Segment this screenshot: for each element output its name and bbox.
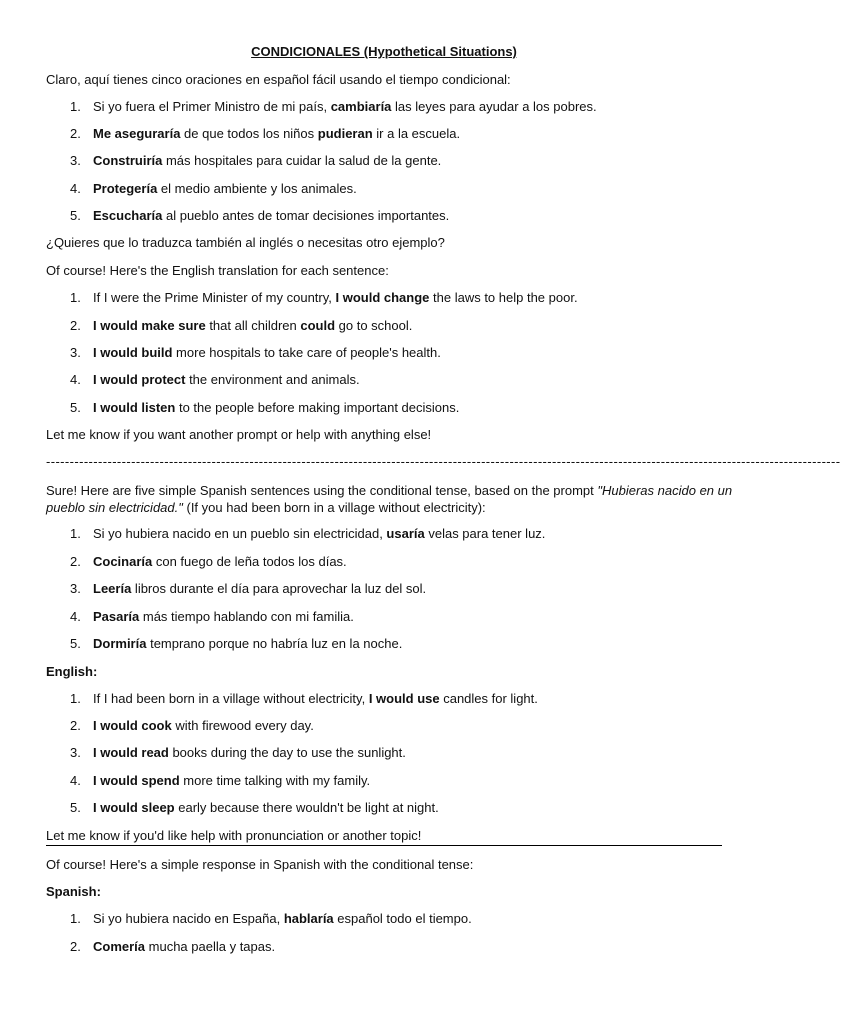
- list-item: 1. Si yo fuera el Primer Ministro de mi país, cambiaría las leyes para ayudar a los pobres.: [70, 99, 597, 114]
- section2-closing: Let me know if you'd like help with pronunciation or another topic!: [46, 828, 422, 843]
- list-item: 1. If I were the Prime Minister of my country, I would change the laws to help the poor.: [70, 290, 578, 305]
- section3-intro: Of course! Here's a simple response in Spanish with the conditional tense:: [46, 857, 474, 872]
- section1-closing: Let me know if you want another prompt or help with anything else!: [46, 427, 432, 442]
- list-item: 2. I would cook with firewood every day.: [70, 718, 314, 733]
- list-item: 2. Comería mucha paella y tapas.: [70, 939, 276, 954]
- section1-english-intro: Of course! Here's the English translation for each sentence:: [46, 263, 389, 278]
- list-item: 4. Protegería el medio ambiente y los animales.: [70, 181, 357, 196]
- list-item: 1. Si yo hubiera nacido en España, hablaría español todo el tiempo.: [70, 911, 472, 926]
- list-item: 3. I would read books during the day to use the sunlight.: [70, 745, 406, 760]
- list-item: 4. Pasaría más tiempo hablando con mi familia.: [70, 609, 354, 624]
- list-item: 5. Dormiría temprano porque no habría luz en la noche.: [70, 636, 403, 651]
- section1-intro: Claro, aquí tienes cinco oraciones en español fácil usando el tiempo condicional:: [46, 72, 511, 87]
- section1-question: ¿Quieres que lo traduzca también al inglés o necesitas otro ejemplo?: [46, 235, 445, 250]
- dashed-divider: ------------------------------------------------------------------------------------------------------------------------------------------------------------------------: [46, 454, 841, 469]
- list-item: 4. I would spend more time talking with my family.: [70, 773, 371, 788]
- section2-intro: Sure! Here are five simple Spanish sentences using the conditional tense, based on the prompt "Hubieras nacido en un pueblo sin electricidad." (If you had been born in a village without electricity):: [46, 483, 733, 515]
- list-item: 5. I would sleep early because there wouldn't be light at night.: [70, 800, 439, 815]
- list-item: 2. Me aseguraría de que todos los niños pudieran ir a la escuela.: [70, 126, 461, 141]
- list-item: 3. Leería libros durante el día para aprovechar la luz del sol.: [70, 581, 427, 596]
- spanish-label: Spanish:: [46, 884, 101, 899]
- list-item: 3. I would build more hospitals to take care of people's health.: [70, 345, 441, 360]
- list-item: 5. Escucharía al pueblo antes de tomar decisiones importantes.: [70, 208, 450, 223]
- list-item: 4. I would protect the environment and animals.: [70, 372, 360, 387]
- list-item: 3. Construiría más hospitales para cuidar la salud de la gente.: [70, 153, 442, 168]
- list-item: 2. I would make sure that all children could go to school.: [70, 318, 413, 333]
- list-item: 2. Cocinaría con fuego de leña todos los días.: [70, 554, 347, 569]
- horizontal-rule: [46, 845, 722, 846]
- list-item: 1. Si yo hubiera nacido en un pueblo sin electricidad, usaría velas para tener luz.: [70, 526, 546, 541]
- english-label: English:: [46, 664, 98, 679]
- page-title: CONDICIONALES (Hypothetical Situations): [251, 44, 517, 59]
- list-item: 1. If I had been born in a village without electricity, I would use candles for light.: [70, 691, 538, 706]
- list-item: 5. I would listen to the people before making important decisions.: [70, 400, 460, 415]
